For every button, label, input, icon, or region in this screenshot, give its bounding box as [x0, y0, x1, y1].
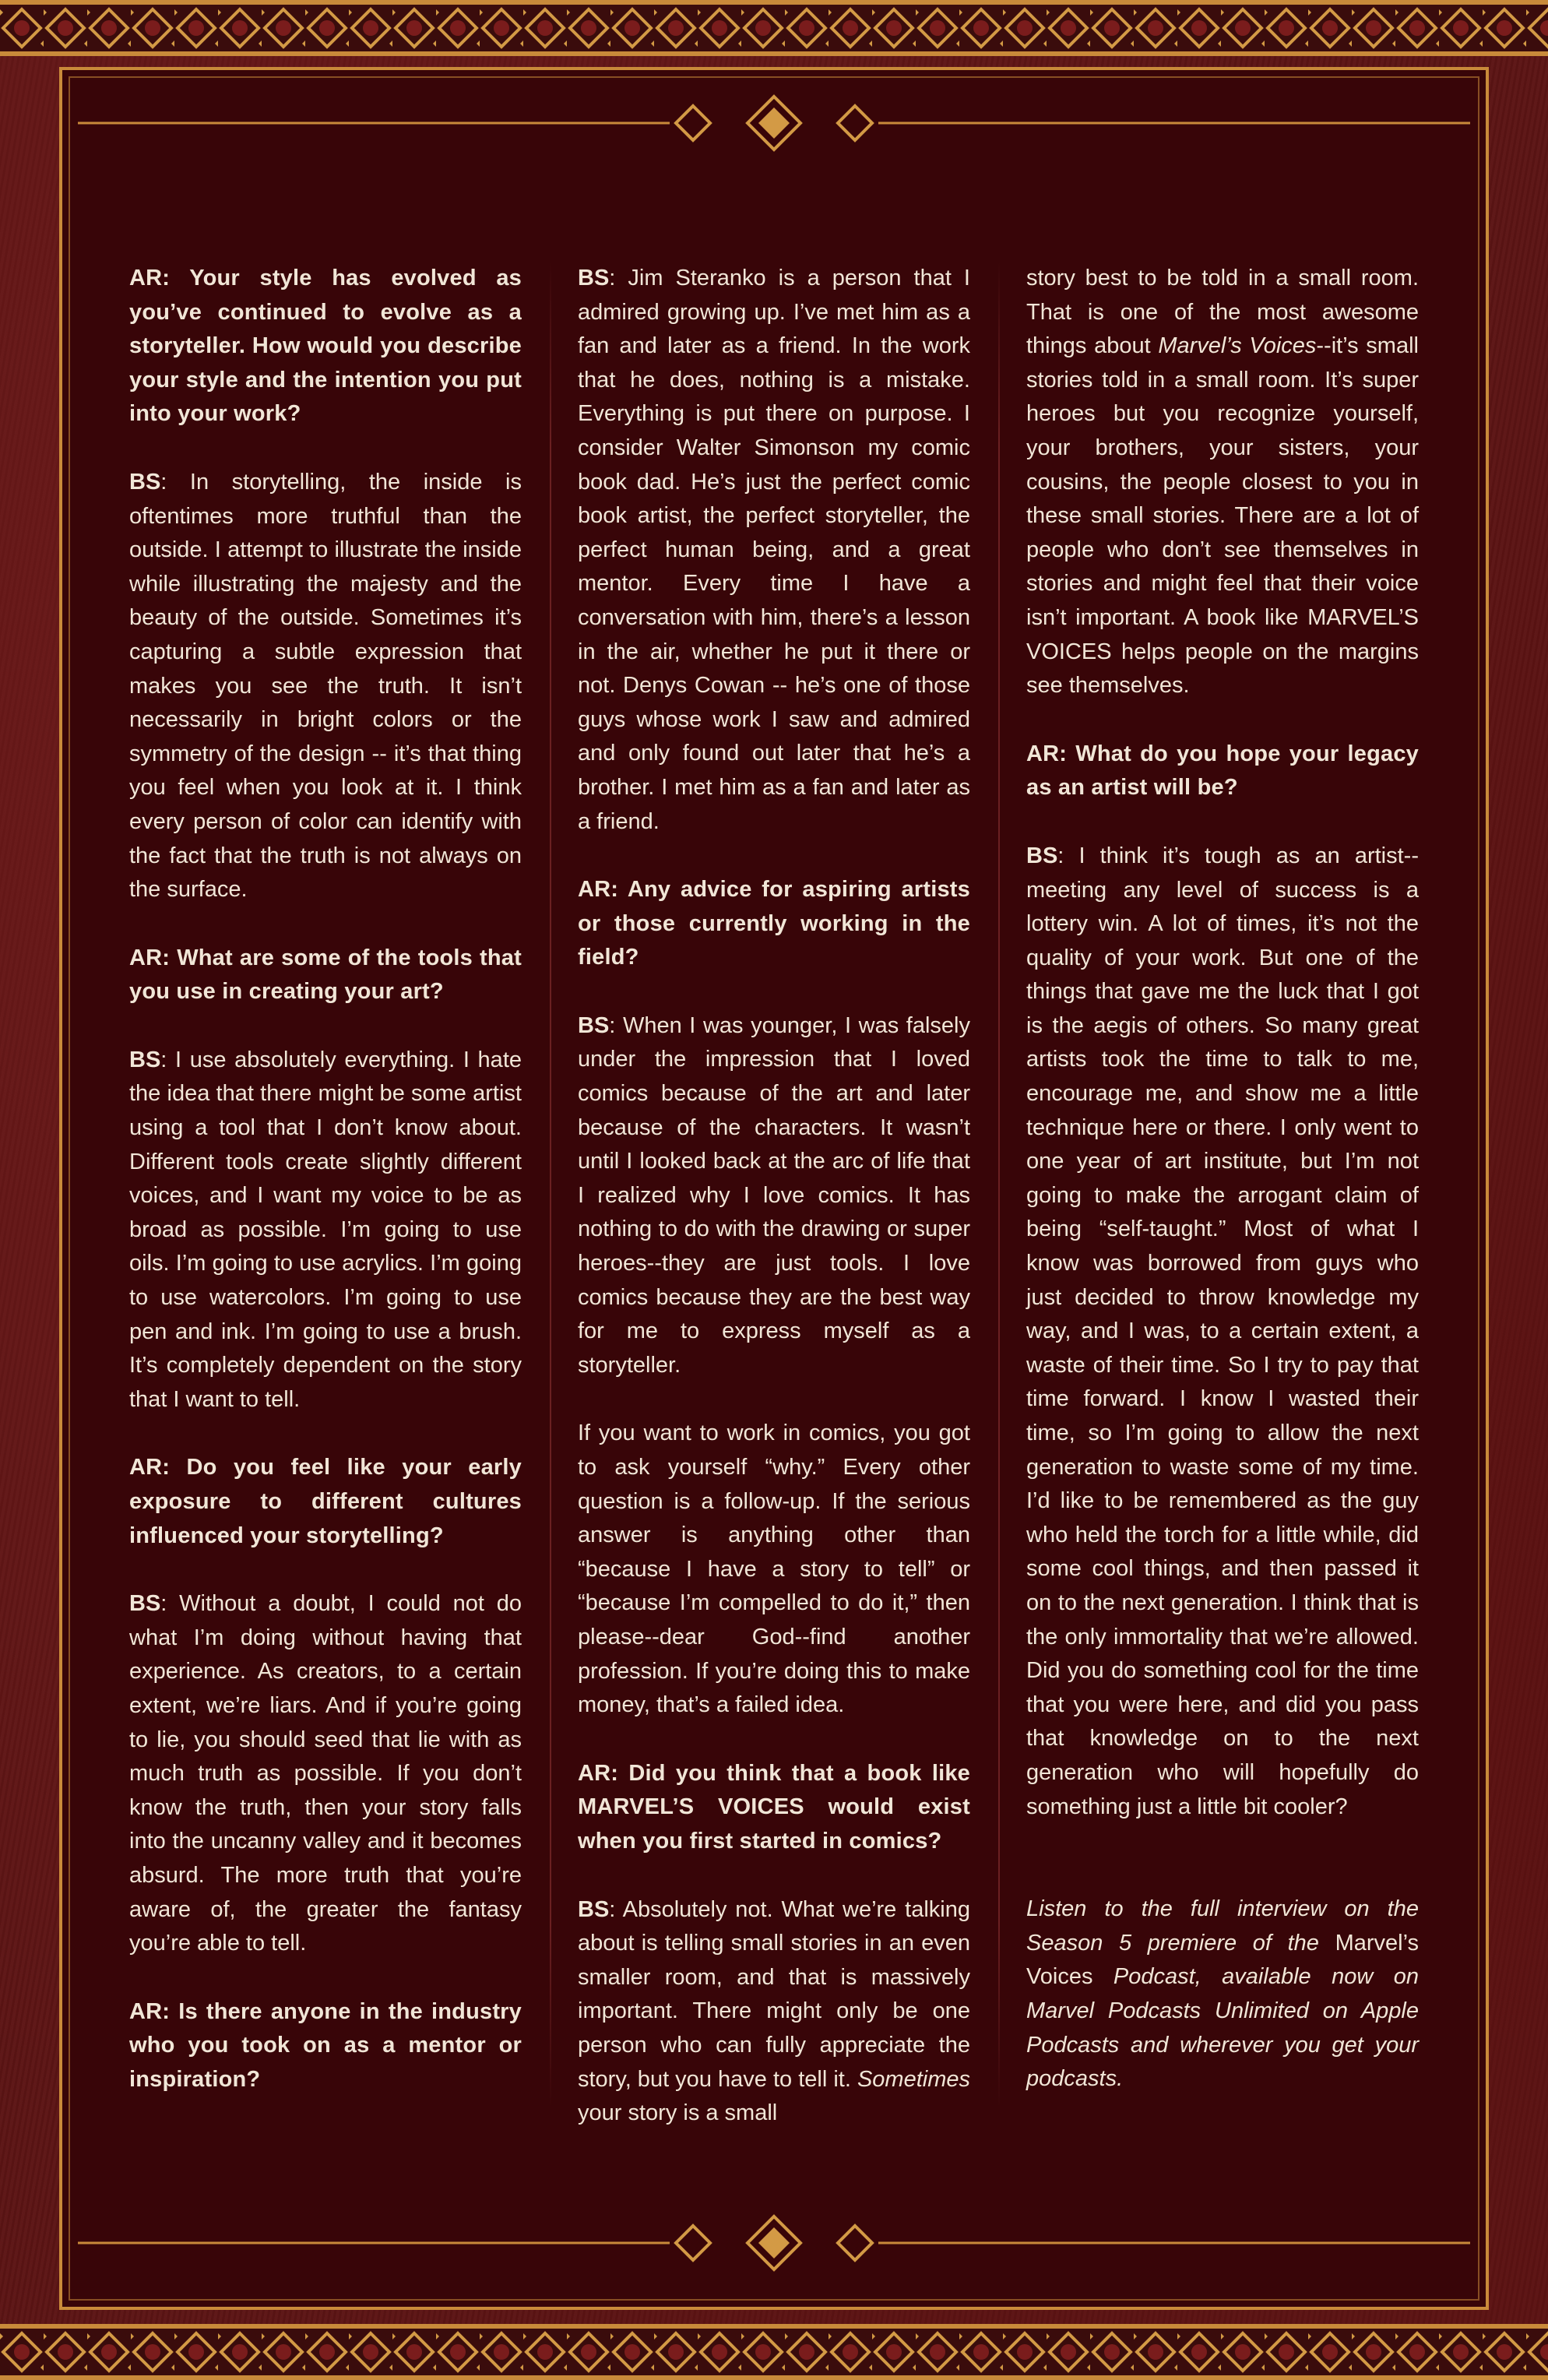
- question: AR: Do you feel like your early exposure to different cultures influenced your storytelling?: [129, 1455, 522, 1548]
- speaker-label: BS: [129, 469, 161, 495]
- answer: [129, 1587, 522, 1961]
- question: AR: What do you hope your legacy as an artist will be?: [1026, 741, 1419, 801]
- answer-text: : In storytelling, the inside is oftentimes more truthful than the outside. I attempt to illustrate the inside while illustrating the majesty and the beauty of the outside. Sometimes it’s capturing a subtle expression that makes you see the truth. It isn’t necessarily in bright colors or the symmetry of the design -- it’s that thing you feel when you look at it. I think every person of color can identify with the fact that the truth is not always on the surface.: [129, 469, 522, 903]
- answer-text: : Jim Steranko is a person that I admired growing up. I’ve met him as a fan and later as a friend. In the work that he does, nothing is a mistake. Everything is put there on purpose. I consider Walter Simonson my comic book dad. He’s just the perfect comic book artist, the perfect storyteller, the perfect human being, and a great mentor. Every time I have a conversation with him, there’s a lesson in the air, whether he put it there or not. Denys Cowan -- he’s one of those guys whose work I saw and admired and only found out later that he’s a brother. I met him as a fan and later as a friend.: [578, 266, 970, 834]
- answer-continued: [1026, 262, 1419, 703]
- emphasis: Marvel’s Voices: [1158, 333, 1317, 359]
- question: AR: What are some of the tools that you use in creating your art?: [129, 945, 522, 1005]
- answer-text: story best to be told in a small room. That is one of the most awesome things about: [1026, 266, 1419, 359]
- speaker-label: BS: [578, 1012, 610, 1038]
- ornament-bottom-icon: [0, 2212, 1548, 2274]
- answer-text: your story is a small: [578, 2100, 778, 2126]
- question: AR: Did you think that a book like MARVEL’S VOICES would exist when you first started in comics?: [578, 1760, 970, 1854]
- closing-note: [1026, 1892, 1419, 2097]
- speaker-label: BS: [1026, 843, 1058, 868]
- answer: [578, 1893, 970, 2131]
- top-border: [0, 0, 1548, 56]
- column-2: [578, 262, 970, 2131]
- question: AR: Any advice for aspiring artists or those currently working in the field?: [578, 877, 970, 970]
- answer-text: : Absolutely not. What we’re talking about is telling small stories in an even smaller room, and that is massively important. There might only be one person who can fully appreciate the story, but you have to tell it.: [578, 1896, 970, 2092]
- closing-plain: Marvel’s Voices: [1026, 1930, 1419, 1990]
- question: AR: Is there anyone in the industry who you took on as a mentor or inspiration?: [129, 1998, 522, 2092]
- answer: [578, 1009, 970, 1383]
- closing-italic: Listen to the full interview on the Season 5 premiere of the: [1026, 1896, 1419, 1956]
- speaker-label: BS: [129, 1591, 161, 1617]
- answer-text: : Without a doubt, I could not do what I’m doing without having that experience. As creators, to a certain extent, we’re liars. And if you’re going to lie, you should seed that lie with as much truth as possible. If you don’t know the truth, then your story falls into the uncanny valley and it becomes absurd. The more truth that you’re aware of, the greater the fantasy you’re able to tell.: [129, 1591, 522, 1956]
- ornament-top-icon: [0, 92, 1548, 154]
- answer: [1026, 840, 1419, 1824]
- column-1: [129, 262, 522, 2131]
- diamond-pattern-bottom: [0, 2324, 1548, 2380]
- speaker-label: BS: [578, 266, 610, 290]
- article-columns: [129, 262, 1420, 2131]
- question: AR: Your style has evolved as you’ve continued to evolve as a storyteller. How would you describe your style and the intention you put into your work?: [129, 266, 522, 427]
- answer: [578, 262, 970, 839]
- answer-text: : When I was younger, I was falsely under the impression that I loved comics because of the art and later because of the characters. It wasn’t until I looked back at the arc of life that I realized why I love comics. It has nothing to do with the drawing or super heroes--they are just tools. I love comics because they are the best way for me to express myself as a storyteller.: [578, 1012, 970, 1378]
- paragraph: If you want to work in comics, you got to ask yourself “why.” Every other question is a follow-up. If the serious answer is anything other than “because I have a story to tell” or “because I’m compelled to do it,” then please--dear God--find another profession. If you’re doing this to make money, that’s a failed idea.: [578, 1421, 970, 1718]
- column-3: [1026, 262, 1419, 2131]
- answer: [129, 1044, 522, 1417]
- closing-italic: Podcast, available now on Marvel Podcasts Unlimited on Apple Podcasts and wherever you get your podcasts.: [1026, 1964, 1419, 2092]
- emphasis: Sometimes: [857, 2066, 970, 2092]
- speaker-label: BS: [129, 1047, 161, 1072]
- speaker-label: BS: [578, 1896, 610, 1922]
- answer: [129, 466, 522, 907]
- diamond-pattern-top: [0, 0, 1548, 56]
- bottom-border: [0, 2324, 1548, 2380]
- answer-text: : I use absolutely everything. I hate the idea that there might be some artist using a tool that I don’t know about. Different tools create slightly different voices, and I want my voice to be as broad as possible. I’m going to use oils. I’m going to use acrylics. I’m going to use watercolors. I’m going to use pen and ink. I’m going to use a brush. It’s completely dependent on the story that I want to tell.: [129, 1047, 522, 1412]
- answer-text: : I think it’s tough as an artist--meeting any level of success is a lottery win. A lot of times, it’s not the quality of your work. But one of the things that gave me the luck that I got is the aegis of others. So many great artists took the time to talk to me, encourage me, and show me a little technique here or there. I only went to one year of art institute, but I’m not going to make the arrogant claim of being “self-taught.” Most of what I know was borrowed from guys who just decided to throw knowledge my way, and I was, to a certain extent, a waste of their time. So I try to pay that time forward. I know I wasted their time, so I’m going to allow the next generation to waste some of my time. I’d like to be remembered as the guy who held the torch for a little while, did some cool things, and then passed it on to the next generation. I think that is the only immortality that we’re allowed. Did you do something cool for the time that you were here, and did you pass that knowledge on to the next generation who will hopefully do something just a little bit cooler?: [1026, 843, 1419, 1819]
- answer-text: --it’s small stories told in a small room. It’s super heroes but you recognize yourself, your brothers, your sisters, your cousins, the people closest to you in these small stories. There are a lot of people who don’t see themselves in stories and might feel that their voice isn’t important. A book like MARVEL’S VOICES helps people on the margins see themselves.: [1026, 333, 1419, 699]
